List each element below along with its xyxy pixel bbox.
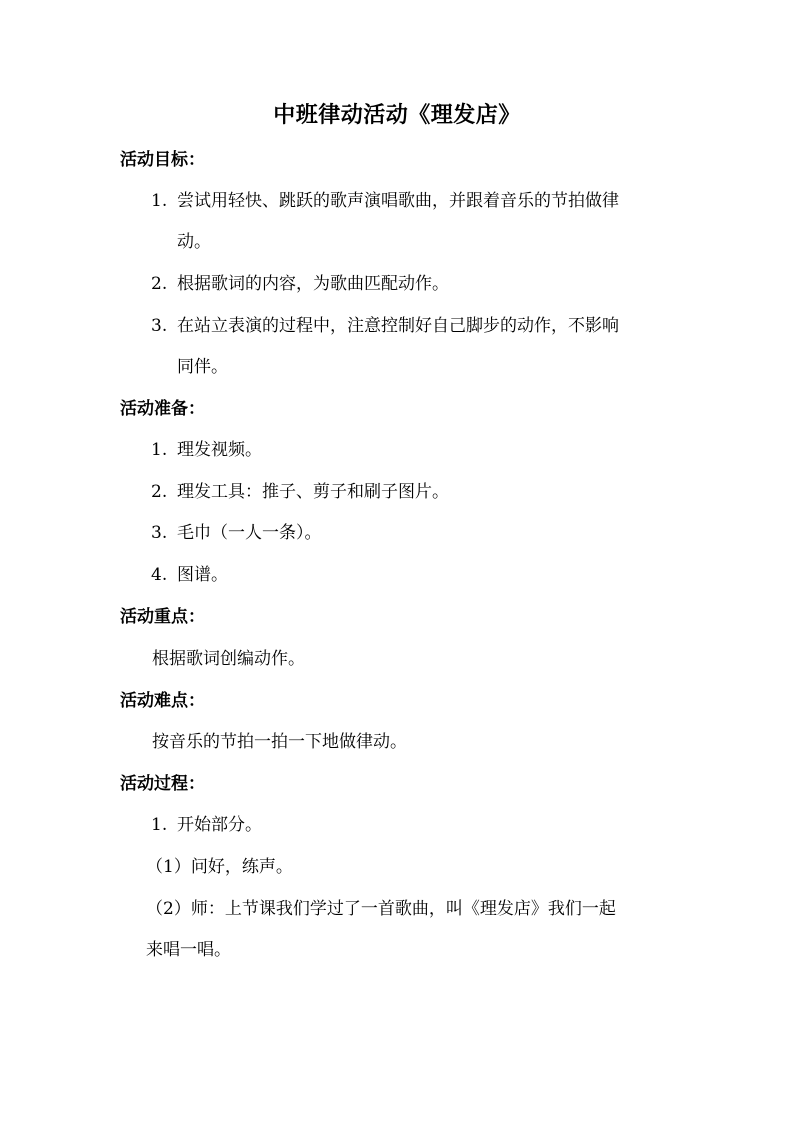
goal-item-2-text: 根据歌词的内容，为歌曲匹配动作。	[177, 274, 449, 294]
goal-item-1-text: 尝试用轻快、跳跃的歌声演唱歌曲，并跟着音乐的节拍做律	[177, 191, 619, 211]
process-sub-2-line-1: （2）师：上节课我们学过了一首歌曲，叫《理发店》我们一起	[146, 899, 616, 919]
difficulty-text: 按音乐的节拍一拍一下地做律动。	[152, 732, 407, 752]
section-heading-goals: 活动目标：	[120, 150, 205, 170]
prep-item-4	[151, 563, 228, 587]
goal-item-1-continuation: 动。	[177, 232, 211, 252]
prep-item-3	[151, 521, 322, 545]
goal-item-3-text: 在站立表演的过程中，注意控制好自己脚步的动作，不影响	[177, 316, 619, 336]
section-heading-prep: 活动准备：	[120, 399, 205, 419]
process-step-1	[151, 813, 262, 837]
process-sub-2-line-2: 来唱一唱。	[146, 940, 231, 960]
prep-item-3-text: 毛巾（一人一条）。	[177, 523, 322, 543]
prep-item-4-text: 图谱。	[177, 565, 228, 585]
goal-item-1	[151, 189, 619, 213]
prep-item-1	[151, 438, 262, 462]
goal-item-1-number: 1.	[151, 191, 168, 211]
prep-item-2-text: 理发工具：推子、剪子和刷子图片。	[177, 482, 449, 502]
process-step-1-text: 开始部分。	[177, 815, 262, 835]
section-heading-difficulty: 活动难点：	[120, 691, 205, 711]
goal-item-2	[151, 272, 449, 296]
goal-item-3	[151, 314, 619, 338]
document-title: 中班律动活动《理发店》	[273, 102, 521, 128]
process-step-1-number: 1.	[151, 815, 168, 835]
goal-item-2-number: 2.	[151, 274, 168, 294]
goal-item-3-number: 3.	[151, 316, 168, 336]
section-heading-key: 活动重点：	[120, 607, 205, 627]
key-point-text: 根据歌词创编动作。	[152, 649, 305, 669]
prep-item-4-number: 4.	[151, 565, 168, 585]
prep-item-1-number: 1.	[151, 440, 168, 460]
prep-item-1-text: 理发视频。	[177, 440, 262, 460]
section-heading-process: 活动过程：	[120, 774, 205, 794]
goal-item-3-continuation: 同伴。	[177, 357, 228, 377]
prep-item-2	[151, 480, 449, 504]
prep-item-2-number: 2.	[151, 482, 168, 502]
prep-item-3-number: 3.	[151, 523, 168, 543]
process-sub-1: （1）问好，练声。	[146, 857, 293, 877]
